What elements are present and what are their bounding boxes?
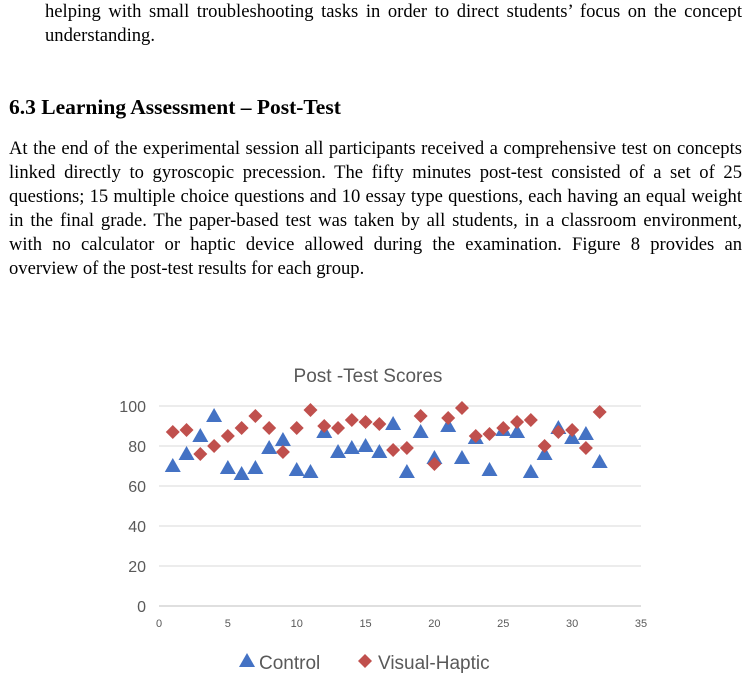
x-tick-label: 30 bbox=[566, 618, 579, 630]
control-point bbox=[454, 450, 470, 464]
visual-haptic-point bbox=[565, 423, 579, 437]
visual-haptic-point bbox=[400, 441, 414, 455]
y-tick-labels bbox=[119, 399, 146, 616]
legend-control-marker bbox=[239, 653, 255, 667]
control-point bbox=[165, 458, 181, 472]
visual-haptic-point bbox=[386, 443, 400, 457]
y-tick-label: 60 bbox=[128, 479, 146, 496]
visual-haptic-point bbox=[414, 409, 428, 423]
visual-haptic-point bbox=[372, 417, 386, 431]
visual-haptic-point bbox=[317, 419, 331, 433]
visual-haptic-point bbox=[221, 429, 235, 443]
control-point bbox=[234, 466, 250, 480]
visual-haptic-point bbox=[483, 427, 497, 441]
x-tick-label: 15 bbox=[359, 618, 372, 630]
x-tick-label: 10 bbox=[290, 618, 303, 630]
visual-haptic-point bbox=[193, 447, 207, 461]
visual-haptic-point bbox=[290, 421, 304, 435]
y-tick-label: 100 bbox=[119, 399, 146, 416]
visual-haptic-point bbox=[235, 421, 249, 435]
visual-haptic-point bbox=[538, 439, 552, 453]
visual-haptic-point bbox=[593, 405, 607, 419]
legend-visual-haptic-marker bbox=[358, 654, 372, 668]
control-point bbox=[179, 446, 195, 460]
control-point bbox=[275, 432, 291, 446]
intro-paragraph: helping with small troubleshooting tasks in order to direct students’ focus on the concept understanding. bbox=[45, 1, 742, 47]
control-point bbox=[523, 464, 539, 478]
visual-haptic-point bbox=[345, 413, 359, 427]
control-point bbox=[399, 464, 415, 478]
control-point bbox=[220, 460, 236, 474]
scatter-chart bbox=[100, 358, 660, 678]
x-tick-label: 35 bbox=[634, 618, 648, 630]
control-point bbox=[344, 440, 360, 454]
visual-haptic-point bbox=[276, 445, 290, 459]
control-point bbox=[206, 408, 222, 422]
y-tick-label: 80 bbox=[128, 439, 146, 456]
visual-haptic-point bbox=[180, 423, 194, 437]
control-point bbox=[358, 438, 374, 452]
visual-haptic-point bbox=[331, 421, 345, 435]
legend-visual-haptic-label: Visual-Haptic bbox=[378, 653, 490, 674]
x-tick-label: 5 bbox=[224, 618, 231, 630]
x-tick-labels bbox=[156, 618, 647, 630]
y-tick-label: 20 bbox=[128, 559, 146, 576]
control-point bbox=[192, 428, 208, 442]
visual-haptic-point bbox=[262, 421, 276, 435]
control-point bbox=[413, 424, 429, 438]
control-point bbox=[261, 440, 277, 454]
section-heading: 6.3 Learning Assessment – Post-Test bbox=[9, 95, 341, 119]
x-tick-label: 25 bbox=[497, 618, 510, 630]
control-point bbox=[289, 462, 305, 476]
visual-haptic-point bbox=[579, 441, 593, 455]
control-point bbox=[482, 462, 498, 476]
visual-haptic-point bbox=[303, 403, 317, 417]
y-tick-label: 0 bbox=[137, 599, 146, 616]
data-marks bbox=[165, 401, 608, 480]
visual-haptic-point bbox=[207, 439, 221, 453]
body-paragraph: At the end of the experimental session all participants received a comprehensive test on concepts linked directly to gyroscopic precession. The fifty minutes post-test consisted of a set of 25 questions; 15 multiple choice questions and 10 essay type questions, each having an equal weight in the final grade. The paper-based test was taken by all students, in a classroom environment, with no calculator or haptic device allowed during the examination. Figure 8 provides an overview of the post-test results for each group. bbox=[9, 138, 742, 280]
visual-haptic-point bbox=[455, 401, 469, 415]
visual-haptic-point bbox=[441, 411, 455, 425]
control-point bbox=[302, 464, 318, 478]
visual-haptic-point bbox=[510, 415, 524, 429]
legend-control-label: Control bbox=[259, 653, 321, 674]
control-point bbox=[385, 416, 401, 430]
visual-haptic-point bbox=[359, 415, 373, 429]
legend bbox=[239, 653, 490, 674]
control-point bbox=[247, 460, 263, 474]
figure-8 bbox=[100, 358, 660, 683]
control-point bbox=[578, 426, 594, 440]
visual-haptic-point bbox=[248, 409, 262, 423]
visual-haptic-point bbox=[524, 413, 538, 427]
y-tick-label: 40 bbox=[128, 519, 146, 536]
visual-haptic-point bbox=[551, 425, 565, 439]
control-point bbox=[592, 454, 608, 468]
visual-haptic-point bbox=[166, 425, 180, 439]
chart-title: Post -Test Scores bbox=[293, 366, 443, 387]
x-tick-label: 0 bbox=[155, 618, 163, 630]
series-visual-haptic bbox=[166, 401, 607, 471]
x-tick-label: 20 bbox=[428, 618, 441, 630]
